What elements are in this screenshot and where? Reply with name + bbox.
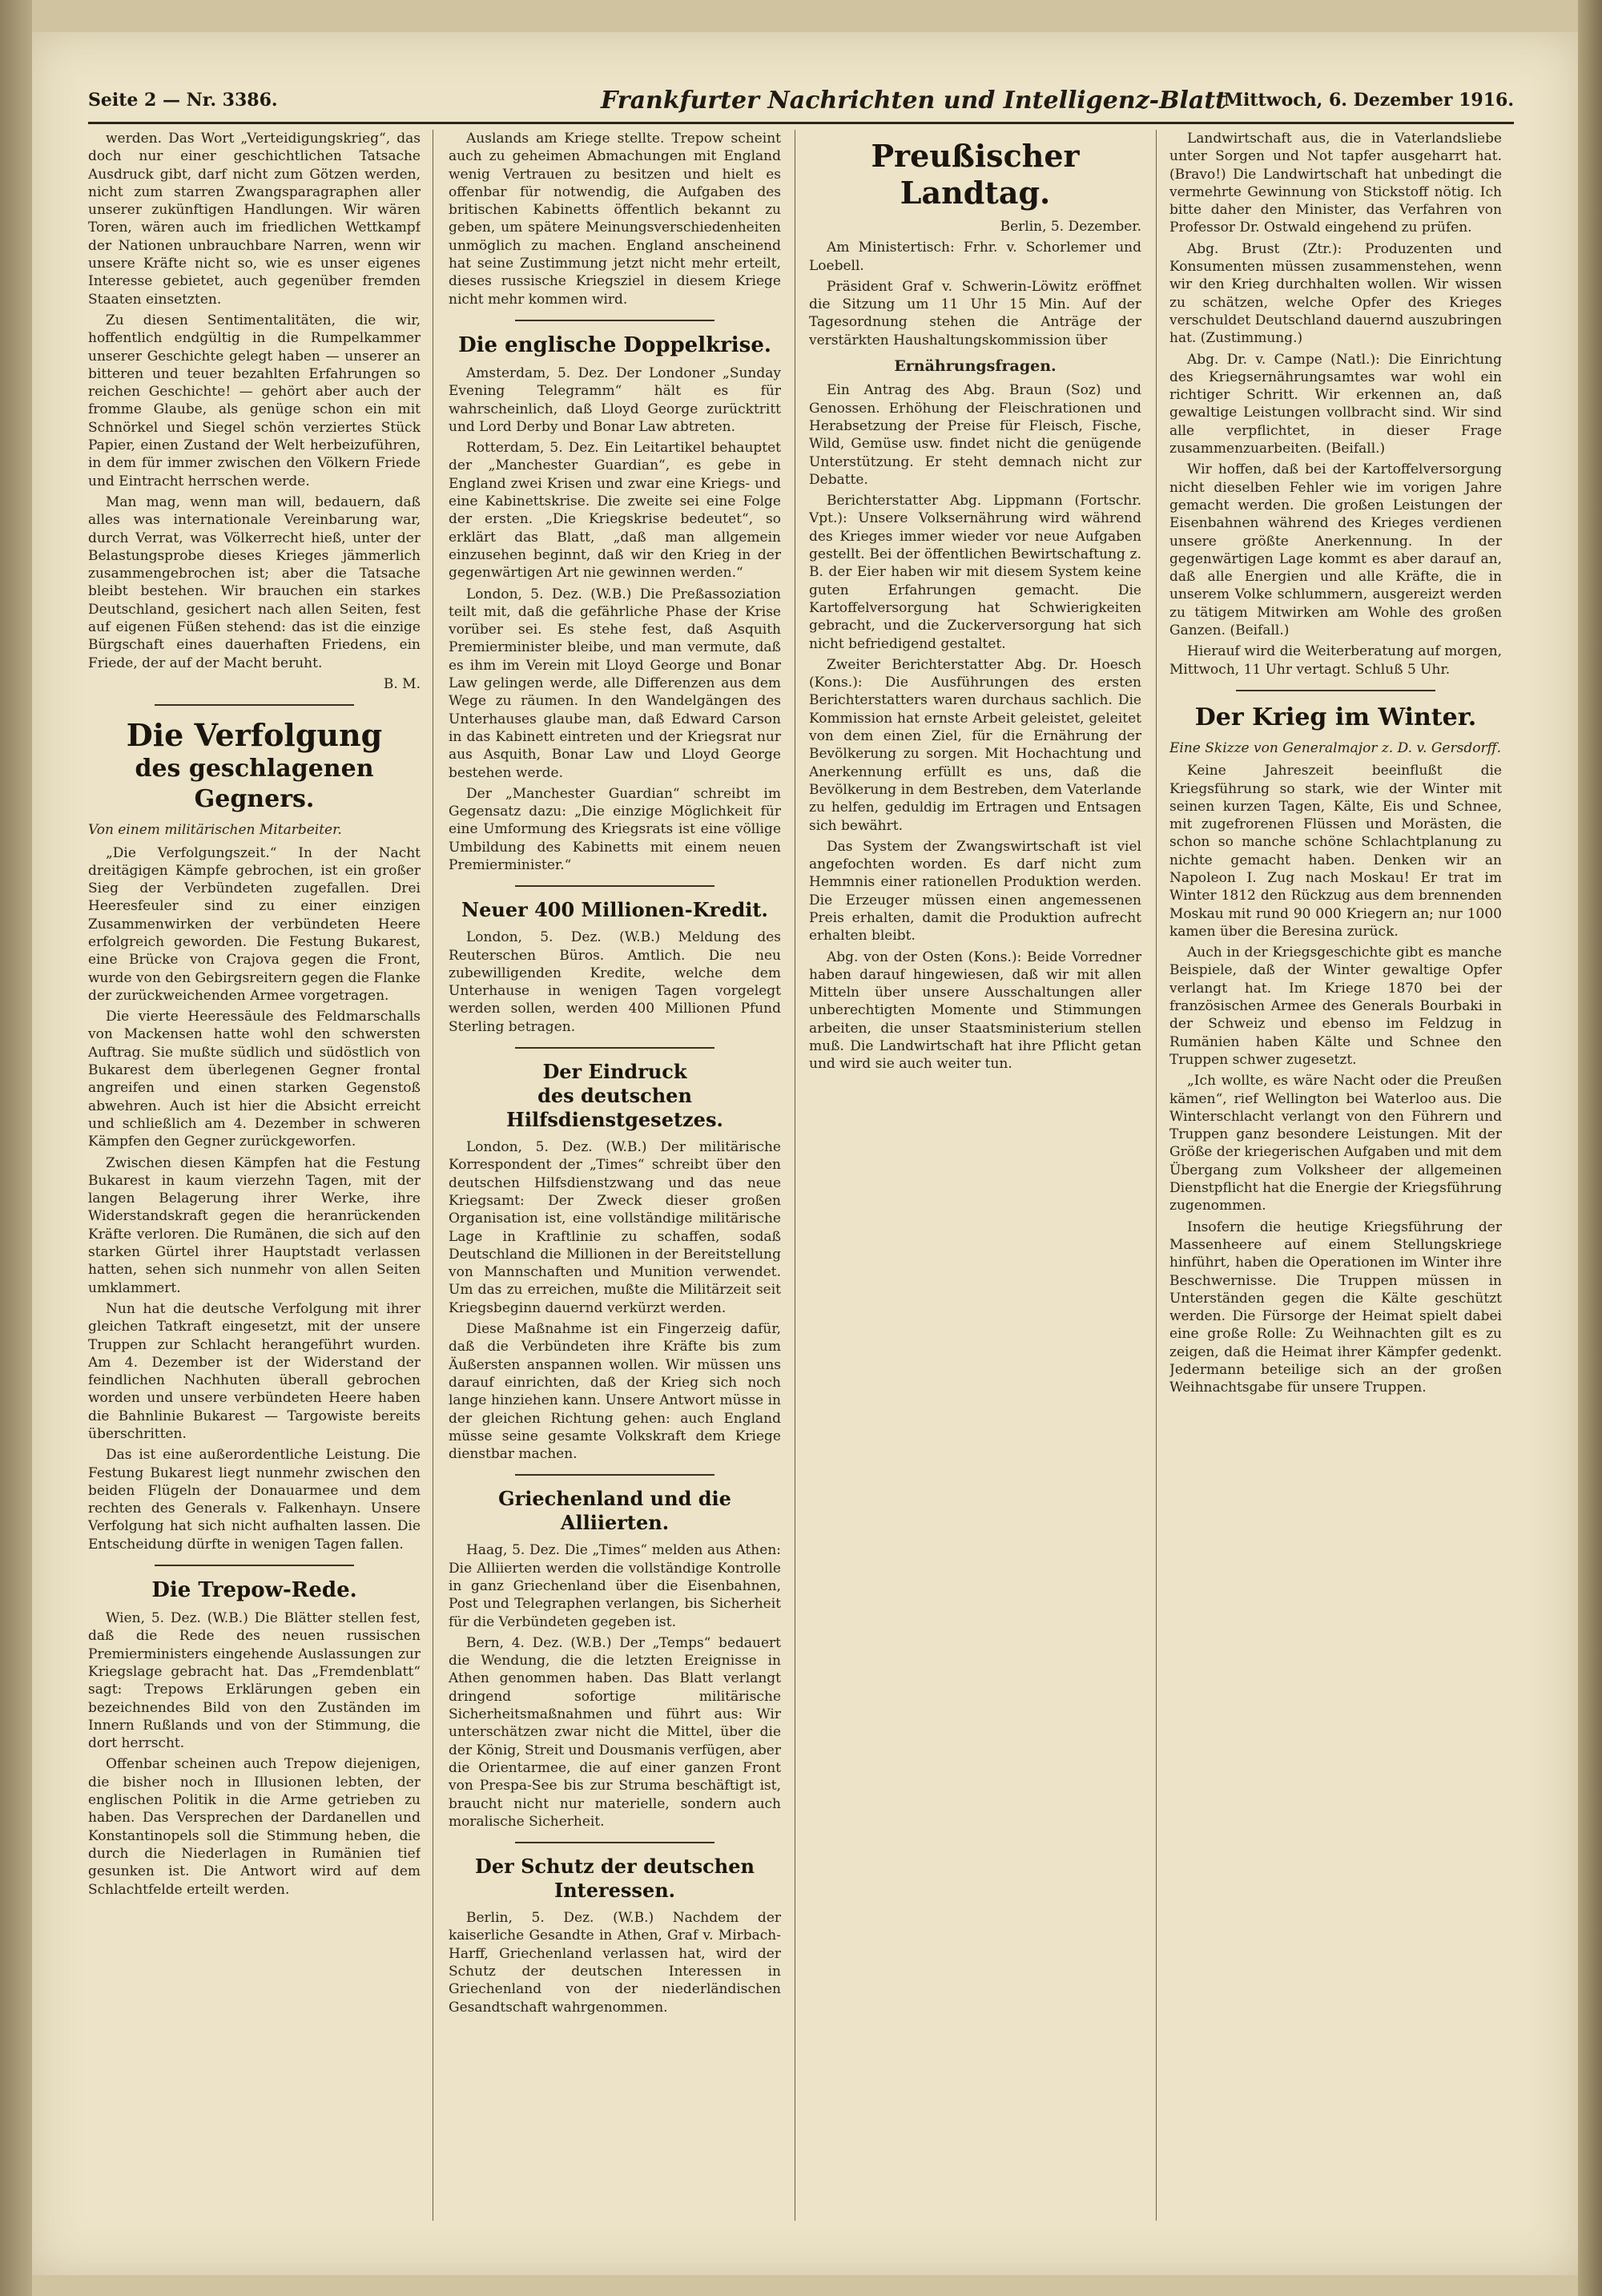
article-paragraph: Der „Manchester Guardian“ schreibt im Gegensatz dazu: „Die einzige Möglichkeit für eine Umformung des Kriegsrats ist eine völlige Umbildung des Kabinetts mit einem neuen Premierminister.“	[449, 785, 781, 873]
section-divider	[515, 1047, 714, 1049]
section-divider	[515, 1842, 714, 1843]
article-paragraph: London, 5. Dez. (W.B.) Meldung des Reuterschen Büros. Amtlich. Die neu zubewilligenden Kredite, welche dem Unterhause in wenigen Tagen vorgelegt werden sollen, werden 400 Millionen Pfund Sterling betragen.	[449, 929, 781, 1035]
dateline: Berlin, 5. Dezember.	[1000, 219, 1141, 235]
byline: Von einem militärischen Mitarbeiter.	[88, 822, 342, 839]
section-divider	[155, 704, 354, 706]
article-paragraph: Offenbar scheinen auch Trepow diejenigen, die bisher noch in Illusionen lebten, der englischen Politik in die Arme getrieben zu haben. Das Versprechen der Dardanellen und Konstantinopels soll die Stimmung heben, die durch die Niederlagen in Rumänien tief gesunken ist. Die Antwort wird auf dem Schlachtfelde erteilt werden.	[88, 1756, 421, 1898]
article-paragraph: Landwirtschaft aus, die in Vaterlandsliebe unter Sorgen und Not tapfer ausgeharrt hat. (Bravo!) Die Landwirtschaft hat unbedingt die vermehrte Gewinnung von Stickstoff nötig. Ich bitte daher den Minister, das Verfahren von Professor Dr. Ostwald eingehend zu prüfen.	[1169, 131, 1502, 236]
headline-hilfsdienst	[449, 1060, 781, 1132]
page-number: Seite 2 — Nr. 3386.	[88, 90, 278, 111]
column-divider	[1156, 130, 1157, 2221]
article-paragraph: Man mag, wenn man will, bedauern, daß alles was internationale Vereinbarung war, durch Verrat, was Völkerrecht hieß, unter der Belastungsprobe dieses Krieges jämmerlich zusammengebrochen ist; aber die Tatsache bleibt bestehen. Wir brauchen ein starkes Deutschland, gesichert nach allen Seiten, fest auf eigenen Füßen stehend: das ist die einzige Bürgschaft eines dauerhaften Friedens, ein Friede, der auf der Macht beruht.	[88, 493, 421, 671]
article-paragraph: Nun hat die deutsche Verfolgung mit ihrer gleichen Tatkraft eingesetzt, mit der unsere Truppen zur Schlacht herangeführt wurden. Am 4. Dezember ist der Widerstand der feindlichen Nachhuten überall gebrochen worden und unsere verbündeten Heere haben die Bahnlinie Bukarest — Targowiste bereits überschritten.	[88, 1300, 421, 1442]
page-edge-left	[0, 0, 32, 2296]
article-paragraph: Die vierte Heeressäule des Feldmarschalls von Mackensen hatte wohl den schwersten Auftrag. Sie mußte südlich und südöstlich von Bukarest dem überlegenen Gegner frontal angreifen und einen starken Gegenstoß abwehren. Auch ist hier die Absicht erreicht und schließlich am 4. Dezember in schweren Kämpfen den Gegner zurückgeworfen.	[88, 1009, 421, 1150]
article-paragraph: Auslands am Kriege stellte. Trepow scheint auch zu geheimen Abmachungen mit England wenig Vertrauen zu besitzen und hielt es offenbar für notwendig, die Aufgaben des britischen Kabinetts öffentlich bekannt zu geben, um spätere Meinungsverschiedenheiten unmöglich zu machen. England anscheinend hat seine Zustimmung jetzt nicht mehr erteilt, dieses russische Kriegsziel in diesem Kriege nicht mehr kommen wird.	[449, 131, 781, 308]
headline-doppelkrise: Die englische Doppelkrise.	[458, 332, 771, 357]
headline-trepow: Die Trepow-Rede.	[151, 1578, 357, 1603]
article-paragraph: „Ich wollte, es wäre Nacht oder die Preußen kämen“, rief Wellington bei Waterloo aus. Die Winterschlacht verlangt von den Führern und Truppen ganz besondere Leistungen. Mit der Größe der kriegerischen Aufgaben und mit dem Übergang zum Volksheer der allgemeinen Dienstpflicht hat die Energie der Kriegsführung zugenommen.	[1169, 1073, 1502, 1214]
byline: Eine Skizze von Generalmajor z. D. v. Gersdorff.	[1169, 739, 1502, 756]
article-paragraph: werden. Das Wort „Verteidigungskrieg“, das doch nur einer geschichtlichen Tatsache Ausdruck gibt, darf nicht zum Götzen werden, nicht zum starren Zwangsparagraphen aller unserer zukünftigen Handlungen. Wir wären Toren, wären auch im friedlichen Wettkampf der Nationen unbrauchbare Narren, wenn wir unsere Kräfte nicht so, wie es unser eigenes Interesse gebietet, auch gegenüber fremden Staaten einsetzten.	[88, 131, 421, 308]
masthead	[88, 87, 1514, 124]
article-paragraph: Wien, 5. Dez. (W.B.) Die Blätter stellen fest, daß die Rede des neuen russischen Premierministers eingehende Auslassungen zur Kriegslage gebracht hat. Das „Fremdenblatt“ sagt: Trepows Erklärungen geben ein bezeichnendes Bild von den Zuständen im Innern Rußlands und von der Stimmung, die dort herrscht.	[88, 1610, 421, 1752]
issue-date: Mittwoch, 6. Dezember 1916.	[1223, 90, 1514, 111]
article-paragraph: London, 5. Dez. (W.B.) Der militärische Korrespondent der „Times“ schreibt über den deutschen Hilfsdienstzwang und das neue Kriegsamt: Der Zweck dieser großen Organisation ist, eine vollständige militärische Lage in Kraftlinie zu schaffen, sodaß Deutschland die Millionen in der Bereitstellung von Mannschaften und Munition verwendet. Um das zu erreichen, mußte die Militärzeit seit Kriegsbeginn dauernd verkürzt werden.	[449, 1139, 781, 1316]
headline-verfolgung	[88, 717, 421, 815]
article-paragraph: Wir hoffen, daß bei der Kartoffelversorgung nicht dieselben Fehler wie im vorigen Jahre gemacht werden. Die großen Leistungen der Eisenbahnen während des Krieges verdienen unsere größte Anerkennung. In der gegenwärtigen Lage kommt es aber darauf an, daß alle Energien und alle Kräfte, die in unserem Volke schlummern, ausgereizt werden zu tätigem Mitwirken am Wohle des großen Ganzen. (Beifall.)	[1169, 461, 1502, 639]
page-edge-right	[1578, 0, 1602, 2296]
article-paragraph: Abg. von der Osten (Kons.): Beide Vorredner haben darauf hingewiesen, daß wir mit allen Mitteln über unsere Ausschaltungen aller unberechtigten Momente und Stimmungen arbeiten, die unser Staatsministerium stellen muß. Die Landwirtschaft hat ihre Pflicht getan und wird sie auch weiter tun.	[809, 949, 1141, 1073]
article-paragraph: Das System der Zwangswirtschaft ist viel angefochten worden. Es darf nicht zum Hemmnis einer rationellen Produktion werden. Die Erzeuger müssen einen angemessenen Preis erhalten, damit die Produktion aufrecht erhalten bleibt.	[809, 838, 1141, 945]
section-divider	[515, 320, 714, 321]
article-paragraph: Auch in der Kriegsgeschichte gibt es manche Beispiele, daß der Winter gewaltige Opfer verlangt hat. Im Kriege 1870 bei der französischen Armee des Generals Bourbaki in der Schweiz und ebenso im Feldzug in Rumänien haben Kälte und Schnee den Truppen schwer zugesetzt.	[1169, 945, 1502, 1068]
subheading: Ernährungsfragen.	[894, 357, 1057, 376]
article-paragraph: Abg. Brust (Ztr.): Produzenten und Konsumenten müssen zusammenstehen, wenn wir den Krieg durchhalten wollen. Wir wissen zu schätzen, welche Opfer des Krieges verschuldet Deutschland dauernd auszubringen hat. (Zustimmung.)	[1169, 240, 1502, 347]
article-paragraph: Am Ministertisch: Frhr. v. Schorlemer und Loebell.	[809, 240, 1141, 274]
section-divider	[155, 1565, 354, 1566]
article-paragraph: Berichterstatter Abg. Lippmann (Fortschr. Vpt.): Unsere Volksernährung wird während des Krieges immer wieder vor neue Aufgaben gestellt. Bei der öffentlichen Bewirtschaftung z. B. der Eier haben wir mit diesem System keine guten Erfahrungen gemacht. Die Kartoffelversorgung hat Schwierigkeiten gebracht, und die Zuckerversorgung hat sich nicht befriedigend gestaltet.	[809, 493, 1141, 652]
article-paragraph: Abg. Dr. v. Campe (Natl.): Die Einrichtung des Kriegsernährungsamtes war wohl ein richtiger Schritt. Wir erkennen an, daß gewaltige Leistungen vollbracht sind. Wir sind alle verpflichtet, in dieser Frage zusammenzuarbeiten. (Beifall.)	[1169, 351, 1502, 457]
article-paragraph: Zu diesen Sentimentalitäten, die wir, hoffentlich endgültig in die Rumpelkammer unserer Geschichte gelegt haben — unserer an bitteren und teuer bezahlten Erfahrungen so reichen Geschichte! — gehört aber auch der fromme Glaube, als genüge schon ein mit Schnörkel und Siegel schön verziertes Stück Papier, einen Zustand der Welt herbeizuführen, in dem für immer zwischen den Völkern Friede und Eintracht herrschen werde.	[88, 312, 421, 489]
headline-landtag: Preußischer Landtag.	[871, 138, 1080, 211]
column-1	[88, 130, 421, 2213]
author-initials: B. M.	[383, 675, 421, 692]
article-paragraph: Hierauf wird die Weiterberatung auf morgen, Mittwoch, 11 Uhr vertagt. Schluß 5 Uhr.	[1169, 643, 1502, 678]
article-paragraph: Zweiter Berichterstatter Abg. Dr. Hoesch (Kons.): Die Ausführungen des ersten Berichterstatters waren durchaus sachlich. Die Kommission hat ernste Arbeit geleistet, geleitet von dem einen Ziel, für die Ernährung der Bevölkerung zu sorgen. Mit Hochachtung und Anerkennung erfüllt es uns, daß die Bevölkerung in dem Bestreben, dem Vaterlande zu helfen, geduldig im Ertragen und Entsagen sich bewährt.	[809, 656, 1141, 834]
article-paragraph: Keine Jahreszeit beeinflußt die Kriegsführung so stark, wie der Winter mit seinen kurzen Tagen, Kälte, Eis und Schnee, mit zugefrorenen Flüssen und Morästen, die schon so manche schöne Schlachtplanung zu nichte gemacht haben. Denken wir an Napoleon I. Zug nach Moskau! Er trat im Winter 1812 den Rückzug aus dem brennenden Moskau mit rund 90 000 Kriegern an; nur 1000 kamen über die Beresina zurück.	[1169, 763, 1502, 940]
column-3	[809, 130, 1141, 2213]
article-paragraph: Rotterdam, 5. Dez. Ein Leitartikel behauptet der „Manchester Guardian“, es gebe in England zwei Krisen und zwar eine Kriegs- und eine Kabinettskrise. Die zweite sei eine Folge der ersten. „Die Kriegskrise bedeutet“, so erklärt das Blatt, „daß man allgemein einzusehen beginnt, daß wir den Krieg in der gegenwärtigen Art nie gewinnen werden.“	[449, 440, 781, 582]
headline-krieg-im-winter: Der Krieg im Winter.	[1194, 703, 1477, 731]
column-2	[449, 130, 781, 2213]
headline-line: Die Verfolgung	[126, 717, 383, 754]
headline-line: des deutschen Hilfsdienstgesetzes.	[506, 1084, 723, 1132]
article-paragraph: Insofern die heutige Kriegsführung der Massenheere auf einem Stellungskriege hinführt, haben die Operationen im Winter ihre Beschwernisse. Die Truppen müssen in Unterständen gegen die Kälte geschützt werden. Die Fürsorge der Heimat spielt dabei eine große Rolle: Zu Weihnachten gilt es zu zeigen, daß die Heimat ihrer Kämpfer gedenkt. Jedermann beteilige sich an der großen Weihnachtsgabe für unsere Truppen.	[1169, 1218, 1502, 1396]
article-paragraph: Berlin, 5. Dez. (W.B.) Nachdem der kaiserliche Gesandte in Athen, Graf v. Mirbach-Harff, Griechenland verlassen hat, wird der Schutz der deutschen Interessen in Griechenland von der niederländischen Gesandtschaft wahrgenommen.	[449, 1910, 781, 2016]
headline-line: Der Eindruck	[542, 1060, 687, 1084]
article-paragraph: Amsterdam, 5. Dez. Der Londoner „Sunday Evening Telegramm“ hält es für wahrscheinlich, daß Lloyd George zurücktritt und Lord Derby und Bonar Law abtreten.	[449, 365, 781, 435]
headline-kredit: Neuer 400 Millionen-Kredit.	[461, 898, 768, 922]
column-4	[1169, 130, 1502, 2213]
newspaper-title: Frankfurter Nachrichten und Intelligenz-Blatt	[601, 87, 1227, 115]
headline-line: des geschlagenen Gegners.	[135, 755, 374, 814]
section-divider	[515, 885, 714, 887]
headline-schutz: Der Schutz der deutschen Interessen.	[475, 1855, 755, 1903]
article-paragraph: Präsident Graf v. Schwerin-Löwitz eröffnet die Sitzung um 11 Uhr 15 Min. Auf der Tagesordnung stehen die Anträge der verstärkten Haushaltungskommission über	[809, 278, 1141, 348]
article-paragraph: Zwischen diesen Kämpfen hat die Festung Bukarest in kaum vierzehn Tagen, mit der langen Belagerung ihrer Werke, ihre Widerstandskraft gegen die heranrückenden Kräfte verloren. Die Rumänen, die sich auf den starken Gürtel ihrer Hauptstadt verlassen hatten, sehen sich nunmehr von allen Seiten umklammert.	[88, 1154, 421, 1296]
headline-griechenland: Griechenland und die Alliierten.	[498, 1487, 731, 1535]
article-paragraph: Haag, 5. Dez. Die „Times“ melden aus Athen: Die Alliierten werden die vollständige Kontrolle in ganz Griechenland über die Eisenbahnen, Post und Telegraphen verlangen, bis Sicherheit für die Verbündeten gegeben ist.	[449, 1542, 781, 1630]
article-paragraph: London, 5. Dez. (W.B.) Die Preßassoziation teilt mit, daß die gefährliche Phase der Krise vorüber sei. Es stehe fest, daß Asquith Premierminister bleibe, und man vermute, daß es ihm im Verein mit Lloyd George und Bonar Law gelingen werde, alle Differenzen aus dem Wege zu räumen. In den Wandelgängen des Unterhauses glaube man, daß Edward Carson in das Kabinett eintreten und der Kriegsrat nur aus Asquith, Bonar Law und Lloyd George bestehen werde.	[449, 586, 781, 781]
section-divider	[515, 1474, 714, 1476]
article-paragraph: Ein Antrag des Abg. Braun (Soz) und Genossen. Erhöhung der Fleischrationen und Herabsetzung der Preise für Fleisch, Fische, Wild, Gemüse usw. findet nicht die genügende Unterstützung. Er steht demnach nicht zur Debatte.	[809, 382, 1141, 488]
article-paragraph: „Die Verfolgungszeit.“ In der Nacht dreitägigen Kämpfe gebrochen, ist ein großer Sieg der Verbündeten zugefallen. Drei Heeresfeuler sind zu einer einzigen Zusammenwirken der verbündeten Heere erfolgreich geworden. Die Festung Bukarest, eine Brücke von Crajova gegen die Front, wurde von den Gebirgsreitern gegen die Flanke der zurückweichenden Armee vorgetragen.	[88, 844, 421, 1004]
section-divider	[1236, 690, 1435, 691]
article-paragraph: Bern, 4. Dez. (W.B.) Der „Temps“ bedauert die Wendung, die die letzten Ereignisse in Athen genommen haben. Das Blatt verlangt dringend sofortige militärische Sicherheitsmaßnahmen und führt aus: Wir unterschätzen zwar nicht die Mittel, über die der König, Streit und Dousmanis verfügen, aber die Orientarmee, die auf einer ganzen Front von Prespa-See bis zur Struma beschäftigt ist, braucht nicht nur materielle, sondern auch moralische Sicherheit.	[449, 1634, 781, 1830]
article-paragraph: Das ist eine außerordentliche Leistung. Die Festung Bukarest liegt nunmehr zwischen den beiden Flügeln der Donauarmee und dem rechten des Generals v. Falkenhayn. Unsere Verfolgung hat sich nicht aufhalten lassen. Die Entscheidung dürfte in wenigen Tagen fallen.	[88, 1447, 421, 1553]
article-paragraph: Diese Maßnahme ist ein Fingerzeig dafür, daß die Verbündeten ihre Kräfte bis zum Äußersten anspannen wollen. Wir müssen uns darauf einrichten, daß der Krieg sich noch lange hinziehen kann. Unsere Antwort müsse in der gleichen Richtung gehen: auch England müsse seine gesamte Volkskraft dem Kriege dienstbar machen.	[449, 1321, 781, 1463]
